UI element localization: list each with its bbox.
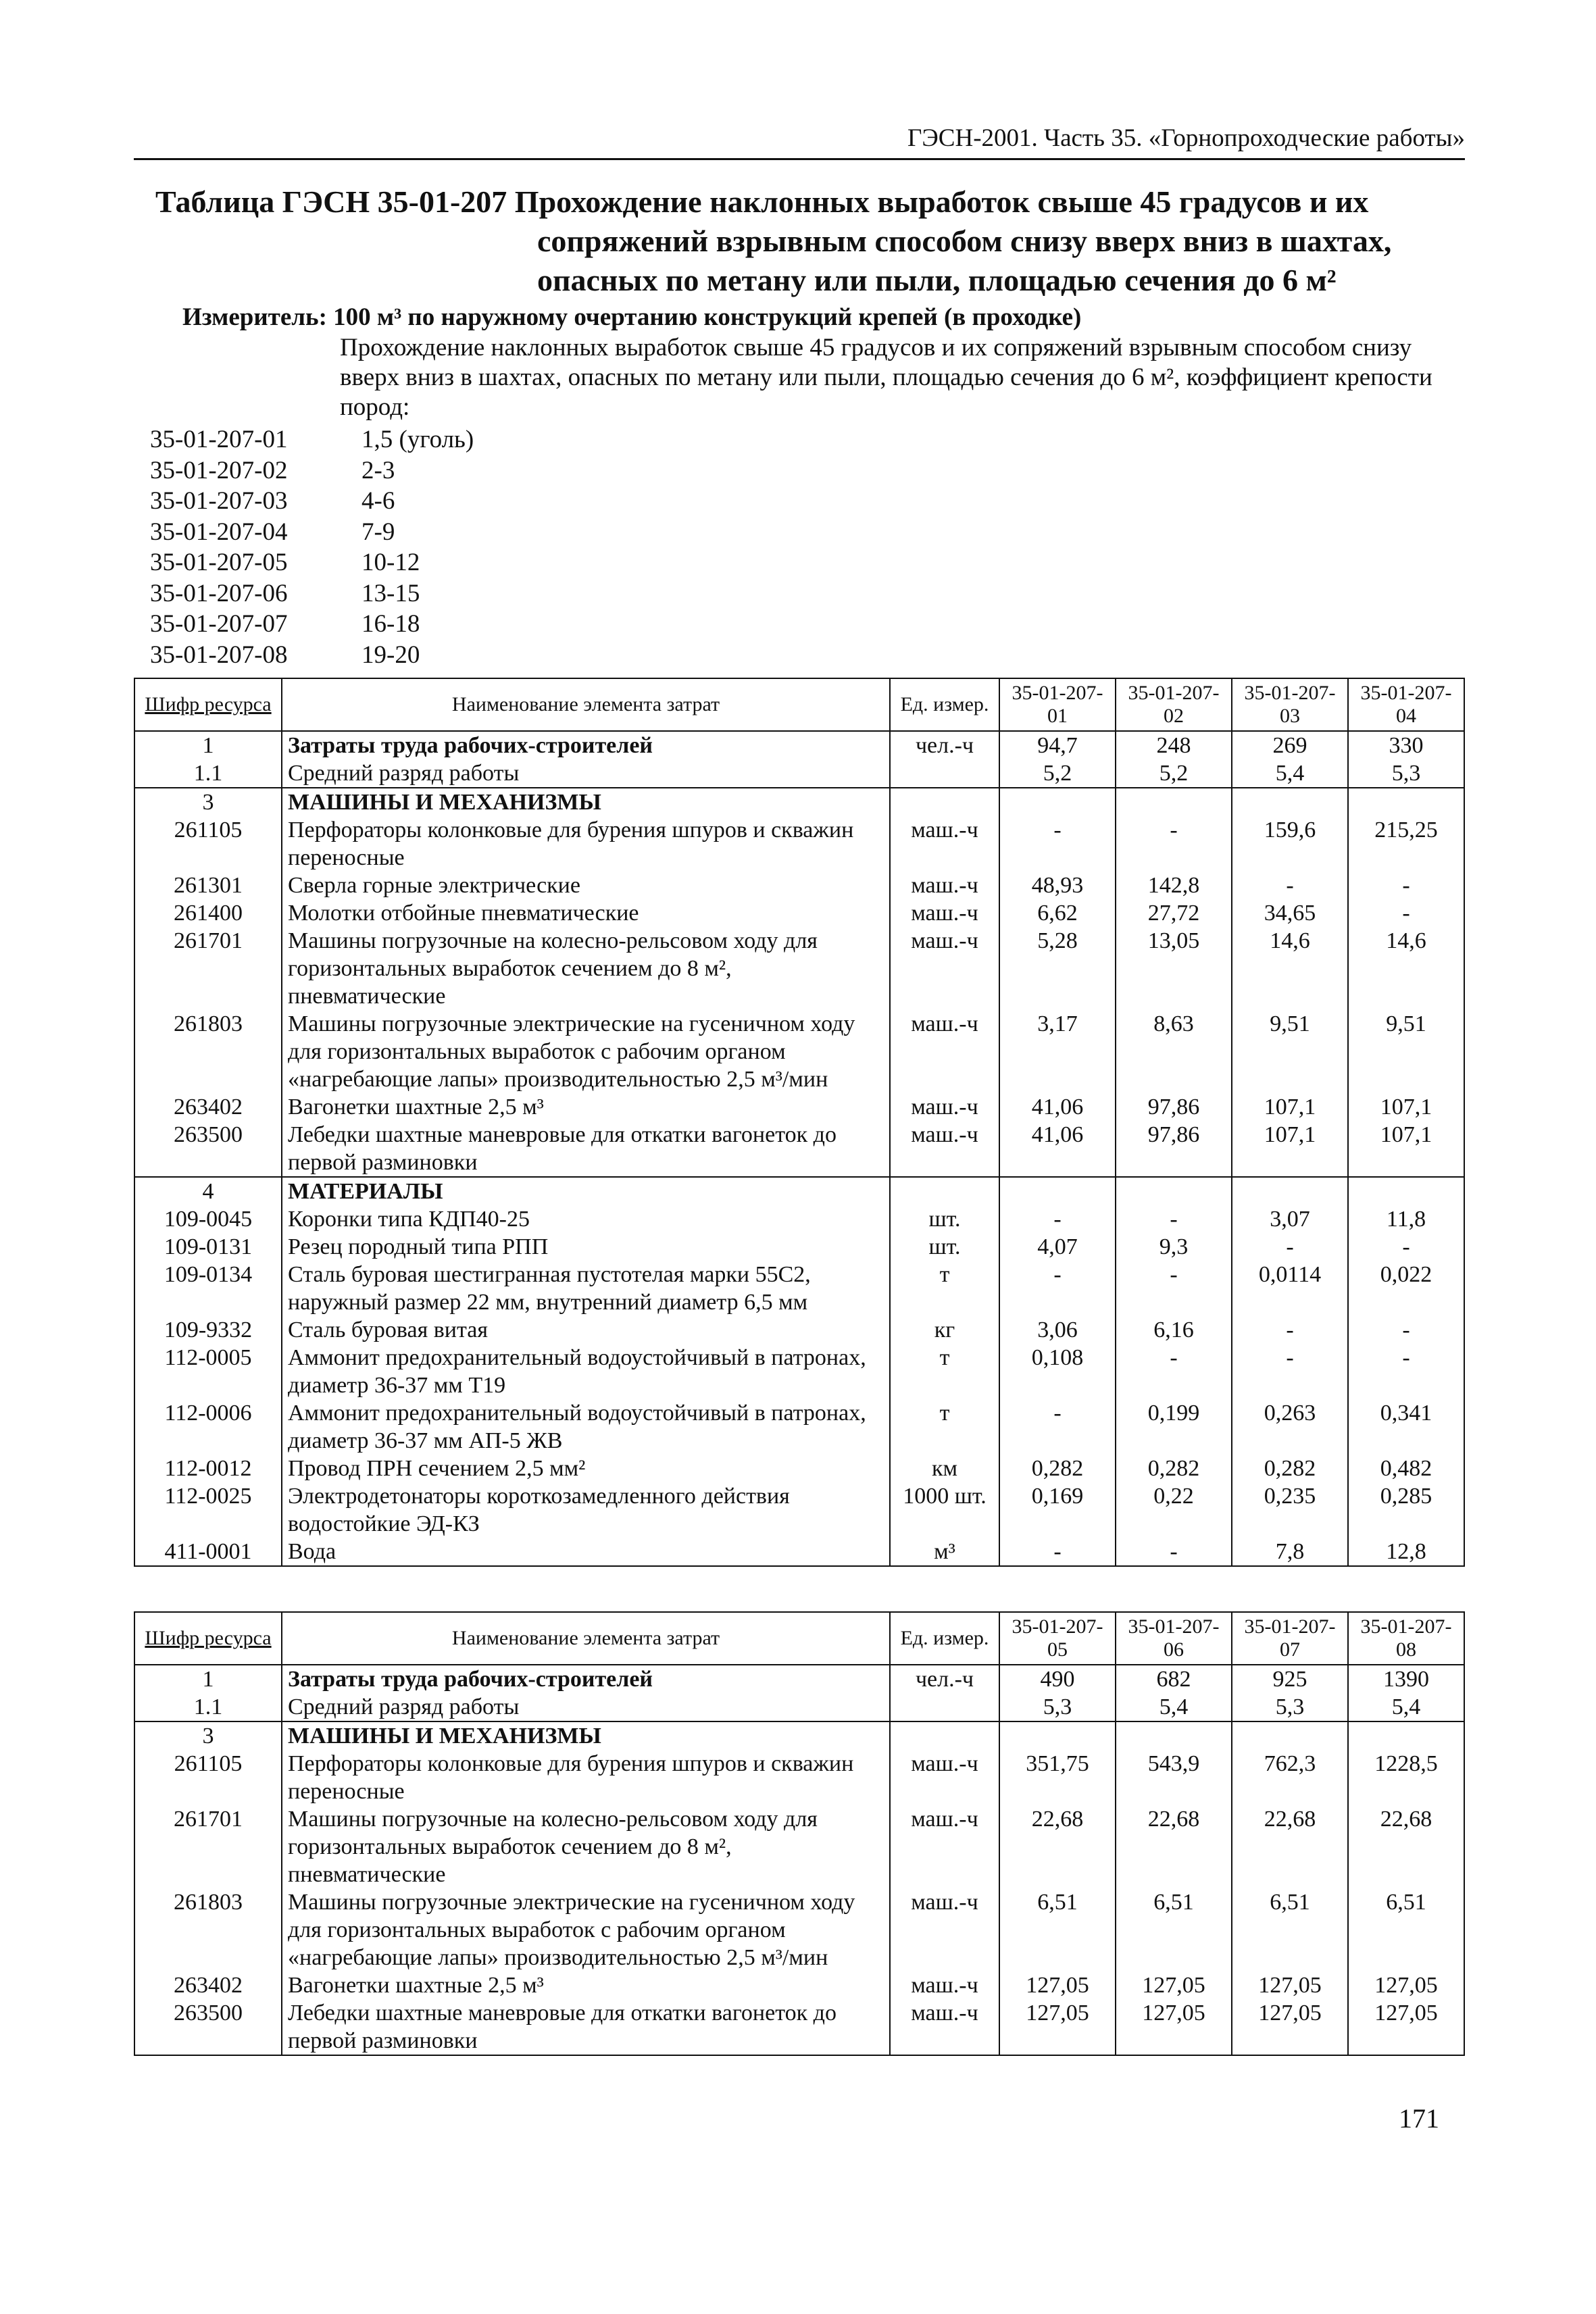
header-unit: Ед. измер.	[890, 1612, 999, 1665]
norm-value: 41,06	[999, 1093, 1116, 1121]
cost-element-name: Машины погрузочные на колесно-рельсовом ходу для горизонтальных выработок сечением до 8 м², пневматические	[282, 927, 890, 1010]
norm-value: 0,199	[1116, 1399, 1232, 1455]
rock-hardness-value: 4-6	[361, 487, 395, 515]
header-norm-col: 35-01-207-01	[999, 678, 1116, 731]
rock-hardness-value: 7-9	[361, 518, 395, 546]
norm-value: -	[1232, 872, 1348, 899]
resource-code: 263402	[134, 1093, 282, 1121]
unit-cell	[890, 1693, 999, 1721]
norm-value: 14,6	[1348, 927, 1464, 1010]
norm-value: 490	[999, 1665, 1116, 1693]
resource-code: 1.1	[134, 1693, 282, 1721]
unit-cell	[890, 1177, 999, 1205]
norm-value: 5,2	[999, 759, 1116, 788]
norm-value: -	[1116, 1344, 1232, 1399]
table-row	[134, 1999, 1464, 2055]
norm-value: 41,06	[999, 1121, 1116, 1177]
page-number: 171	[1399, 2103, 1439, 2134]
norm-value	[1348, 788, 1464, 816]
cost-element-name: Перфораторы колонковые для бурения шпуров и скважин переносные	[282, 816, 890, 872]
norm-value: 5,4	[1348, 1693, 1464, 1721]
unit-cell: маш.-ч	[890, 1010, 999, 1093]
header-cost-element: Наименование элемента затрат	[282, 1612, 890, 1665]
norm-value: 9,51	[1232, 1010, 1348, 1093]
table-row	[134, 1399, 1464, 1455]
table-row	[134, 872, 1464, 899]
norm-value: 0,22	[1116, 1482, 1232, 1538]
unit-cell: маш.-ч	[890, 872, 999, 899]
cost-element-name: Лебедки шахтные маневровые для откатки вагонеток до первой разминовки	[282, 1999, 890, 2055]
norm-value: -	[1348, 899, 1464, 927]
norm-code-list	[150, 424, 474, 670]
norm-value: 925	[1232, 1665, 1348, 1693]
unit-cell: 1000 шт.	[890, 1482, 999, 1538]
table-row	[134, 1665, 1464, 1693]
norm-value: 97,86	[1116, 1093, 1232, 1121]
norm-value: 6,51	[1232, 1888, 1348, 1971]
norm-value: 543,9	[1116, 1750, 1232, 1805]
norm-value: 6,62	[999, 899, 1116, 927]
cost-element-name: Аммонит предохранительный водоустойчивый в патронах, диаметр 36-37 мм Т19	[282, 1344, 890, 1399]
resource-code: 261701	[134, 927, 282, 1010]
norm-value: -	[1116, 1538, 1232, 1566]
rock-hardness-value: 13-15	[361, 579, 420, 607]
unit-cell: маш.-ч	[890, 1999, 999, 2055]
unit-cell: маш.-ч	[890, 927, 999, 1010]
norm-value: 22,68	[1232, 1805, 1348, 1888]
table-row	[134, 927, 1464, 1010]
norm-value: 27,72	[1116, 899, 1232, 927]
cost-element-name: Машины погрузочные на колесно-рельсовом ходу для горизонтальных выработок сечением до 8 м², пневматические	[282, 1805, 890, 1888]
table-title	[155, 182, 1439, 300]
norm-value: 7,8	[1232, 1538, 1348, 1566]
norm-value: 8,63	[1116, 1010, 1232, 1093]
cost-element-name: Сталь буровая шестигранная пустотелая марки 55С2, наружный размер 22 мм, внутренний диаметр 6,5 мм	[282, 1261, 890, 1316]
table-row	[134, 759, 1464, 788]
norm-value: 127,05	[1348, 1999, 1464, 2055]
norm-code-item	[150, 578, 474, 609]
norm-value: -	[1116, 816, 1232, 872]
norm-value: 0,282	[999, 1455, 1116, 1482]
unit-cell: км	[890, 1455, 999, 1482]
norm-value: 248	[1116, 731, 1232, 759]
norm-value: 9,51	[1348, 1010, 1464, 1093]
norm-value: -	[999, 816, 1116, 872]
table-row	[134, 1693, 1464, 1721]
resource-code: 112-0006	[134, 1399, 282, 1455]
norm-value: 0,482	[1348, 1455, 1464, 1482]
norm-value	[999, 1721, 1116, 1750]
resource-code: 109-0131	[134, 1233, 282, 1261]
resource-code: 263500	[134, 1121, 282, 1177]
norm-value: 5,2	[1116, 759, 1232, 788]
cost-element-name: Лебедки шахтные маневровые для откатки вагонеток до первой разминовки	[282, 1121, 890, 1177]
resource-code: 109-0134	[134, 1261, 282, 1316]
cost-table-1	[134, 678, 1465, 1567]
header-resource-code: Шифр ресурса	[134, 678, 282, 731]
header-norm-col: 35-01-207-03	[1232, 678, 1348, 731]
unit-cell: т	[890, 1261, 999, 1316]
cost-element-name: Резец породный типа РПП	[282, 1233, 890, 1261]
unit-cell	[890, 759, 999, 788]
rock-hardness-value: 10-12	[361, 549, 420, 576]
cost-element-name: МАШИНЫ И МЕХАНИЗМЫ	[282, 788, 890, 816]
norm-value: 351,75	[999, 1750, 1116, 1805]
resource-code: 1.1	[134, 759, 282, 788]
norm-value: 34,65	[1232, 899, 1348, 927]
unit-cell: м³	[890, 1538, 999, 1566]
cost-element-name: Машины погрузочные электрические на гусеничном ходу для горизонтальных выработок с рабочим органом «нагребающие лапы» производительностью 2,5 м³/мин	[282, 1888, 890, 1971]
table-row	[134, 1316, 1464, 1344]
norm-value: 3,06	[999, 1316, 1116, 1344]
running-header-text: ГЭСН-2001. Часть 35. «Горнопроходческие работы»	[907, 124, 1465, 152]
table-row	[134, 1721, 1464, 1750]
norm-value: 22,68	[999, 1805, 1116, 1888]
header-norm-col: 35-01-207-05	[999, 1612, 1116, 1665]
table-row	[134, 788, 1464, 816]
norm-value: -	[1348, 1344, 1464, 1399]
unit-cell	[890, 788, 999, 816]
norm-code-item	[150, 640, 474, 671]
work-description: Прохождение наклонных выработок свыше 45 градусов и их сопряжений взрывным способом снизу вверх вниз в шахтах, опасных по метану или пыли, площадью сечения до 6 м², коэффициент крепости пород:	[340, 334, 1432, 421]
norm-code-item	[150, 609, 474, 640]
norm-value	[999, 788, 1116, 816]
cost-element-name: Машины погрузочные электрические на гусеничном ходу для горизонтальных выработок с рабочим органом «нагребающие лапы» производительностью 2,5 м³/мин	[282, 1010, 890, 1093]
norm-value: -	[1116, 1205, 1232, 1233]
norm-value: 5,3	[1232, 1693, 1348, 1721]
resource-code: 4	[134, 1177, 282, 1205]
norm-value: 682	[1116, 1665, 1232, 1693]
rock-hardness-value: 16-18	[361, 610, 420, 638]
unit-cell: маш.-ч	[890, 1750, 999, 1805]
cost-element-name: Средний разряд работы	[282, 759, 890, 788]
cost-element-name: Затраты труда рабочих-строителей	[282, 1665, 890, 1693]
norm-value: -	[999, 1538, 1116, 1566]
unit-cell: чел.-ч	[890, 731, 999, 759]
norm-value: 0,282	[1232, 1455, 1348, 1482]
norm-value: 127,05	[1232, 1999, 1348, 2055]
norm-value: 127,05	[999, 1999, 1116, 2055]
header-norm-col: 35-01-207-02	[1116, 678, 1232, 731]
norm-value: 1390	[1348, 1665, 1464, 1693]
header-row	[134, 1612, 1464, 1665]
norm-value: 159,6	[1232, 816, 1348, 872]
header-norm-col: 35-01-207-06	[1116, 1612, 1232, 1665]
norm-value: -	[999, 1399, 1116, 1455]
unit-cell: чел.-ч	[890, 1665, 999, 1693]
unit-cell: шт.	[890, 1205, 999, 1233]
norm-value	[999, 1177, 1116, 1205]
norm-value: 12,8	[1348, 1538, 1464, 1566]
table-row	[134, 1971, 1464, 1999]
table-title-line1: Таблица ГЭСН 35-01-207 Прохождение наклонных выработок свыше 45 градусов и их	[155, 184, 1369, 219]
norm-value: 0,108	[999, 1344, 1116, 1399]
norm-code-item	[150, 455, 474, 486]
norm-value: 94,7	[999, 731, 1116, 759]
norm-value: -	[999, 1205, 1116, 1233]
norm-code: 35-01-207-04	[150, 518, 288, 546]
norm-value: -	[1348, 1233, 1464, 1261]
cost-element-name: Затраты труда рабочих-строителей	[282, 731, 890, 759]
norm-value: 127,05	[999, 1971, 1116, 1999]
header-norm-col: 35-01-207-07	[1232, 1612, 1348, 1665]
norm-value: 6,51	[1348, 1888, 1464, 1971]
resource-code: 109-9332	[134, 1316, 282, 1344]
norm-value: 762,3	[1232, 1750, 1348, 1805]
cost-element-name: МАТЕРИАЛЫ	[282, 1177, 890, 1205]
unit-cell: маш.-ч	[890, 1121, 999, 1177]
norm-value: 3,07	[1232, 1205, 1348, 1233]
norm-value: 127,05	[1116, 1971, 1232, 1999]
norm-value: 6,51	[999, 1888, 1116, 1971]
resource-code: 261701	[134, 1805, 282, 1888]
cost-element-name: Средний разряд работы	[282, 1693, 890, 1721]
norm-value: -	[1232, 1316, 1348, 1344]
table-row	[134, 731, 1464, 759]
norm-code-item	[150, 424, 474, 455]
norm-value: 5,4	[1116, 1693, 1232, 1721]
norm-value: 5,4	[1232, 759, 1348, 788]
table-row	[134, 1455, 1464, 1482]
resource-code: 261301	[134, 872, 282, 899]
norm-value: 5,3	[999, 1693, 1116, 1721]
norm-value: 6,16	[1116, 1316, 1232, 1344]
cost-element-name: Коронки типа КДП40-25	[282, 1205, 890, 1233]
norm-value: 127,05	[1116, 1999, 1232, 2055]
norm-value: 0,285	[1348, 1482, 1464, 1538]
resource-code: 1	[134, 1665, 282, 1693]
norm-value	[1232, 788, 1348, 816]
unit-cell: маш.-ч	[890, 1805, 999, 1888]
cost-element-name: МАШИНЫ И МЕХАНИЗМЫ	[282, 1721, 890, 1750]
norm-value: 3,17	[999, 1010, 1116, 1093]
norm-value: 48,93	[999, 872, 1116, 899]
norm-value	[1116, 1721, 1232, 1750]
norm-value	[1232, 1721, 1348, 1750]
resource-code: 263402	[134, 1971, 282, 1999]
norm-value: 0,022	[1348, 1261, 1464, 1316]
header-norm-col: 35-01-207-04	[1348, 678, 1464, 731]
header-cost-element: Наименование элемента затрат	[282, 678, 890, 731]
resource-code: 3	[134, 788, 282, 816]
norm-value: -	[1348, 872, 1464, 899]
norm-value: 107,1	[1232, 1121, 1348, 1177]
norm-value: 4,07	[999, 1233, 1116, 1261]
table-row	[134, 1261, 1464, 1316]
table-row	[134, 1093, 1464, 1121]
norm-value: 0,235	[1232, 1482, 1348, 1538]
norm-value: -	[1116, 1261, 1232, 1316]
resource-code: 112-0005	[134, 1344, 282, 1399]
rock-hardness-value: 2-3	[361, 456, 395, 484]
norm-value: 13,05	[1116, 927, 1232, 1010]
unit-cell: кг	[890, 1316, 999, 1344]
table-row	[134, 1805, 1464, 1888]
norm-code: 35-01-207-03	[150, 487, 288, 515]
norm-value: 22,68	[1116, 1805, 1232, 1888]
table-title-rest: сопряжений взрывным способом снизу вверх вниз в шахтах, опасных по метану или пыли, площадью сечения до 6 м²	[537, 224, 1392, 297]
rock-hardness-value: 1,5 (уголь)	[361, 426, 474, 453]
unit-cell: шт.	[890, 1233, 999, 1261]
norm-value: 6,51	[1116, 1888, 1232, 1971]
cost-element-name: Электродетонаторы короткозамедленного действия водостойкие ЭД-КЗ	[282, 1482, 890, 1538]
norm-value: 127,05	[1348, 1971, 1464, 1999]
norm-value: -	[999, 1261, 1116, 1316]
norm-value: 11,8	[1348, 1205, 1464, 1233]
norm-value	[1232, 1177, 1348, 1205]
norm-value: 97,86	[1116, 1121, 1232, 1177]
unit-cell	[890, 1721, 999, 1750]
norm-value	[1116, 788, 1232, 816]
unit-cell: маш.-ч	[890, 899, 999, 927]
norm-code: 35-01-207-07	[150, 610, 288, 638]
norm-value: 0,341	[1348, 1399, 1464, 1455]
measurer: Измеритель: 100 м³ по наружному очертанию конструкций крепей (в проходке)	[182, 303, 1082, 331]
unit-cell: маш.-ч	[890, 1093, 999, 1121]
table-row	[134, 1233, 1464, 1261]
norm-value: 9,3	[1116, 1233, 1232, 1261]
table-row	[134, 1177, 1464, 1205]
norm-value: 1228,5	[1348, 1750, 1464, 1805]
resource-code: 261803	[134, 1010, 282, 1093]
table-row	[134, 1205, 1464, 1233]
resource-code: 3	[134, 1721, 282, 1750]
norm-value: -	[1232, 1344, 1348, 1399]
rock-hardness-value: 19-20	[361, 640, 420, 669]
norm-value	[1116, 1177, 1232, 1205]
resource-code: 261105	[134, 1750, 282, 1805]
table-row	[134, 1344, 1464, 1399]
norm-value: 0,263	[1232, 1399, 1348, 1455]
resource-code: 261105	[134, 816, 282, 872]
norm-value: 0,169	[999, 1482, 1116, 1538]
norm-code: 35-01-207-08	[150, 640, 288, 669]
norm-value: 215,25	[1348, 816, 1464, 872]
norm-value: 269	[1232, 731, 1348, 759]
running-header	[134, 116, 1465, 160]
resource-code: 261400	[134, 899, 282, 927]
norm-code: 35-01-207-01	[150, 426, 288, 453]
norm-value: 14,6	[1232, 927, 1348, 1010]
cost-element-name: Перфораторы колонковые для бурения шпуров и скважин переносные	[282, 1750, 890, 1805]
resource-code: 112-0012	[134, 1455, 282, 1482]
cost-element-name: Сталь буровая витая	[282, 1316, 890, 1344]
table-row	[134, 1121, 1464, 1177]
norm-value: -	[1232, 1233, 1348, 1261]
norm-value: 142,8	[1116, 872, 1232, 899]
header-resource-code: Шифр ресурса	[134, 1612, 282, 1665]
unit-cell: маш.-ч	[890, 1971, 999, 1999]
norm-value: 330	[1348, 731, 1464, 759]
norm-value: 0,0114	[1232, 1261, 1348, 1316]
cost-element-name: Молотки отбойные пневматические	[282, 899, 890, 927]
table-row	[134, 1538, 1464, 1566]
norm-code: 35-01-207-02	[150, 456, 288, 484]
resource-code: 411-0001	[134, 1538, 282, 1566]
resource-code: 261803	[134, 1888, 282, 1971]
norm-code: 35-01-207-06	[150, 579, 288, 607]
cost-table-2	[134, 1611, 1465, 2056]
unit-cell: маш.-ч	[890, 1888, 999, 1971]
resource-code: 263500	[134, 1999, 282, 2055]
norm-value: 5,3	[1348, 759, 1464, 788]
resource-code: 1	[134, 731, 282, 759]
cost-element-name: Провод ПРН сечением 2,5 мм²	[282, 1455, 890, 1482]
header-unit: Ед. измер.	[890, 678, 999, 731]
norm-code-item	[150, 547, 474, 578]
norm-code: 35-01-207-05	[150, 549, 288, 576]
norm-value: 107,1	[1348, 1093, 1464, 1121]
table-row	[134, 899, 1464, 927]
table-row	[134, 816, 1464, 872]
header-norm-col: 35-01-207-08	[1348, 1612, 1464, 1665]
table-row	[134, 1750, 1464, 1805]
norm-value: 107,1	[1348, 1121, 1464, 1177]
cost-element-name: Сверла горные электрические	[282, 872, 890, 899]
cost-element-name: Вагонетки шахтные 2,5 м³	[282, 1971, 890, 1999]
header-row	[134, 678, 1464, 731]
norm-value: 5,28	[999, 927, 1116, 1010]
norm-code-item	[150, 486, 474, 517]
resource-code: 112-0025	[134, 1482, 282, 1538]
norm-value: 107,1	[1232, 1093, 1348, 1121]
table-row	[134, 1010, 1464, 1093]
norm-code-item	[150, 517, 474, 548]
norm-value	[1348, 1177, 1464, 1205]
unit-cell: маш.-ч	[890, 816, 999, 872]
cost-element-name: Вагонетки шахтные 2,5 м³	[282, 1093, 890, 1121]
norm-value: -	[1348, 1316, 1464, 1344]
unit-cell: т	[890, 1344, 999, 1399]
resource-code: 109-0045	[134, 1205, 282, 1233]
table-row	[134, 1888, 1464, 1971]
norm-value: 0,282	[1116, 1455, 1232, 1482]
cost-element-name: Аммонит предохранительный водоустойчивый в патронах, диаметр 36-37 мм АП-5 ЖВ	[282, 1399, 890, 1455]
unit-cell: т	[890, 1399, 999, 1455]
cost-element-name: Вода	[282, 1538, 890, 1566]
norm-value	[1348, 1721, 1464, 1750]
norm-value: 22,68	[1348, 1805, 1464, 1888]
norm-value: 127,05	[1232, 1971, 1348, 1999]
table-row	[134, 1482, 1464, 1538]
